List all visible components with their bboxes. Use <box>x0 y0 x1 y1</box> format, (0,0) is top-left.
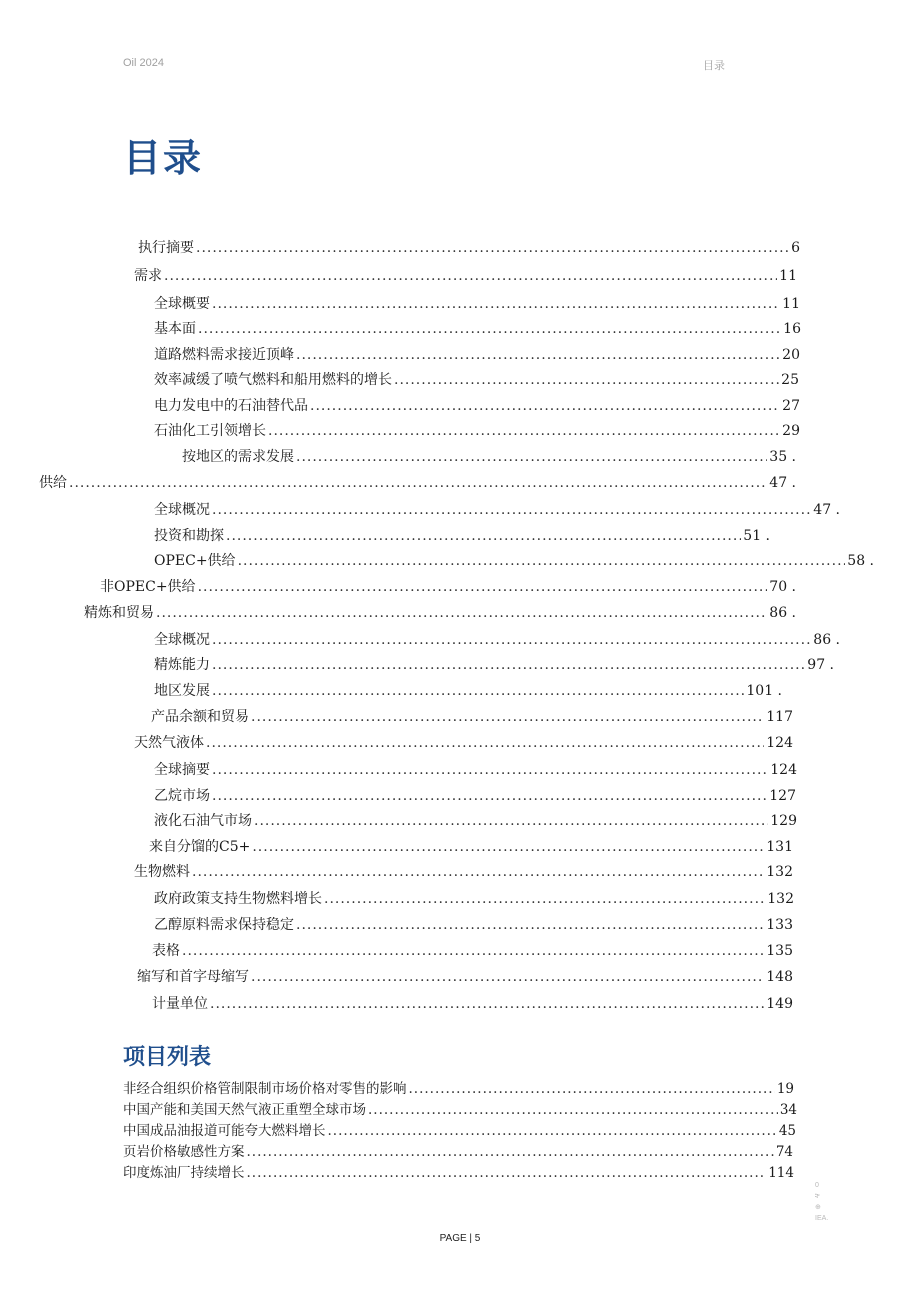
header-section-title: 目录 <box>703 60 725 72</box>
toc-entry-page: 16 <box>783 321 801 337</box>
toc-entry[interactable] <box>84 603 796 623</box>
toc-entry[interactable] <box>149 837 793 857</box>
header-report-title: Oil 2024 <box>123 57 164 69</box>
toc-entry[interactable] <box>152 994 793 1014</box>
toc-entry-label: 全球概况 <box>154 632 210 648</box>
toc-entry-label: 全球概要 <box>154 296 210 312</box>
toc-entry-label: 缩写和首字母缩写 <box>137 969 249 985</box>
toc-entry-page: 35 . <box>769 449 796 465</box>
toc-dot-leader <box>196 238 789 258</box>
toc-entry-page: 27 <box>782 398 800 414</box>
toc-entry[interactable] <box>151 707 793 727</box>
toc-entry[interactable] <box>154 811 797 831</box>
toc-entry[interactable] <box>152 941 793 961</box>
toc-entry[interactable] <box>154 655 834 675</box>
toc-entry[interactable] <box>154 345 800 365</box>
toc-entry-page: 11 <box>782 296 800 312</box>
toc-entry-page: 127 <box>769 788 796 804</box>
toc-dot-leader <box>324 889 765 909</box>
toc-entry[interactable] <box>154 681 782 701</box>
toc-dot-leader <box>198 577 768 597</box>
toc-dot-leader <box>212 655 805 675</box>
toc-entry-label: 供给 <box>39 475 67 491</box>
toc-entry-page: 25 <box>781 372 799 388</box>
toc-entry-page: 148 <box>766 969 793 985</box>
box-list-entry-page: 74 <box>775 1144 793 1160</box>
toc-dot-leader <box>210 994 764 1014</box>
toc-entry[interactable] <box>154 786 796 806</box>
toc-entry-label: 道路燃料需求接近顶峰 <box>154 347 294 363</box>
toc-dot-leader <box>212 500 811 520</box>
toc-entry-label: 按地区的需求发展 <box>182 449 294 465</box>
toc-dot-leader <box>206 733 764 753</box>
toc-dot-leader <box>268 421 780 441</box>
toc-entry-page: 135 <box>766 943 793 959</box>
toc-entry[interactable] <box>138 238 800 258</box>
toc-entry-label: 乙醇原料需求保持稳定 <box>154 917 294 933</box>
toc-dot-leader <box>296 447 767 467</box>
toc-entry-page: 47 . <box>813 502 840 518</box>
toc-entry-page: 58 . <box>847 553 874 569</box>
box-list-entry-label: 中国成品油报道可能夸大燃料增长 <box>123 1123 326 1139</box>
watermark-glyph: IEA. <box>815 1215 829 1222</box>
toc-dot-leader <box>69 473 767 493</box>
toc-dot-leader <box>182 941 764 961</box>
toc-dot-leader <box>226 526 741 546</box>
box-list-entry-page: 45 <box>778 1123 796 1139</box>
toc-entry-label: 执行摘要 <box>138 240 194 256</box>
toc-entry[interactable] <box>134 733 793 753</box>
toc-dot-leader <box>254 811 768 831</box>
toc-entry[interactable] <box>154 370 799 390</box>
toc-entry-label: 精炼和贸易 <box>84 605 154 621</box>
box-list-dot-leader <box>409 1079 775 1099</box>
toc-entry-label: 全球摘要 <box>154 762 210 778</box>
toc-entry-label: 表格 <box>152 943 180 959</box>
toc-entry-page: 124 <box>766 735 793 751</box>
toc-entry-label: 精炼能力 <box>154 657 210 673</box>
toc-entry-page: 20 <box>782 347 800 363</box>
toc-dot-leader <box>212 786 767 806</box>
toc-entry[interactable] <box>100 577 796 597</box>
toc-entry-page: 6 <box>791 240 800 256</box>
box-list-entry[interactable] <box>123 1142 793 1162</box>
toc-entry[interactable] <box>154 294 800 314</box>
toc-entry-label: 电力发电中的石油替代品 <box>154 398 308 414</box>
toc-entry-page: 97 . <box>807 657 834 673</box>
box-list-entry[interactable] <box>123 1121 796 1141</box>
box-list-dot-leader <box>247 1142 774 1162</box>
watermark-glyph: 0 <box>815 1182 819 1189</box>
toc-dot-leader <box>296 915 764 935</box>
toc-dot-leader <box>212 681 744 701</box>
toc-entry[interactable] <box>134 266 797 286</box>
toc-entry[interactable] <box>154 421 800 441</box>
toc-entry-page: 51 . <box>743 528 770 544</box>
toc-entry-label: 基本面 <box>154 321 196 337</box>
toc-entry[interactable] <box>137 967 793 987</box>
toc-entry-page: 124 <box>770 762 797 778</box>
toc-dot-leader <box>296 345 780 365</box>
toc-entry-label: 地区发展 <box>154 683 210 699</box>
toc-entry-label: 效率减缓了喷气燃料和船用燃料的增长 <box>154 372 392 388</box>
toc-entry-label: 石油化工引领增长 <box>154 423 266 439</box>
toc-entry-page: 70 . <box>769 579 796 595</box>
box-list-entry-label: 非经合组织价格管制限制市场价格对零售的影响 <box>123 1081 407 1097</box>
toc-entry[interactable] <box>154 500 840 520</box>
toc-entry[interactable] <box>154 915 793 935</box>
toc-entry-page: 117 <box>766 709 793 725</box>
toc-dot-leader <box>156 603 767 623</box>
box-list-entry-page: 19 <box>776 1081 794 1097</box>
toc-entry[interactable] <box>134 862 793 882</box>
toc-entry-label: 计量单位 <box>152 996 208 1012</box>
toc-entry-label: 液化石油气市场 <box>154 813 252 829</box>
toc-entry-page: 29 <box>782 423 800 439</box>
toc-entry-label: 全球概况 <box>154 502 210 518</box>
toc-dot-leader <box>212 760 768 780</box>
toc-entry-page: 133 <box>766 917 793 933</box>
toc-entry-page: 149 <box>766 996 793 1012</box>
box-list-dot-leader <box>368 1100 778 1120</box>
page-title: 目录 <box>123 136 204 180</box>
toc-dot-leader <box>198 319 781 339</box>
toc-entry[interactable] <box>154 551 874 571</box>
toc-entry[interactable] <box>154 760 797 780</box>
toc-entry-page: 11 <box>779 268 797 284</box>
box-list-title: 项目列表 <box>123 1045 212 1070</box>
toc-entry-page: 132 <box>767 891 794 907</box>
toc-entry[interactable] <box>154 319 801 339</box>
toc-entry[interactable] <box>154 630 840 650</box>
toc-entry-label: 产品余额和贸易 <box>151 709 249 725</box>
box-list-entry[interactable] <box>123 1100 797 1120</box>
box-list-entry-page: 114 <box>768 1165 794 1181</box>
toc-entry-label: 投资和勘探 <box>154 528 224 544</box>
toc-entry-label: 非OPEC+供给 <box>100 579 196 595</box>
box-list-entry-label: 印度炼油厂持续增长 <box>123 1165 245 1181</box>
toc-entry-label: 天然气液体 <box>134 735 204 751</box>
watermark-glyph: ቸ <box>815 1193 820 1200</box>
toc-dot-leader <box>192 862 764 882</box>
toc-dot-leader <box>212 294 780 314</box>
toc-entry-page: 86 . <box>813 632 840 648</box>
box-list-entry-label: 页岩价格敏感性方案 <box>123 1144 245 1160</box>
box-list-entry[interactable] <box>123 1163 794 1183</box>
toc-dot-leader <box>212 630 811 650</box>
toc-entry-label: 乙烷市场 <box>154 788 210 804</box>
toc-entry-label: 需求 <box>134 268 162 284</box>
toc-entry-page: 47 . <box>769 475 796 491</box>
toc-entry-page: 131 <box>766 839 793 855</box>
toc-dot-leader <box>251 707 764 727</box>
box-list-entry-label: 中国产能和美国天然气液正重塑全球市场 <box>123 1102 366 1118</box>
toc-entry[interactable] <box>154 396 800 416</box>
iea-watermark <box>815 1180 837 1232</box>
toc-entry-label: 来自分馏的C5+ <box>149 839 251 855</box>
toc-entry-page: 86 . <box>769 605 796 621</box>
box-list-dot-leader <box>247 1163 767 1183</box>
box-list-dot-leader <box>328 1121 777 1141</box>
toc-entry[interactable] <box>39 473 796 493</box>
watermark-glyph: ⊕ <box>815 1204 821 1211</box>
box-list-entry[interactable] <box>123 1079 794 1099</box>
toc-entry[interactable] <box>154 889 794 909</box>
toc-entry[interactable] <box>154 526 770 546</box>
toc-entry-page: 129 <box>770 813 797 829</box>
toc-entry-label: 生物燃料 <box>134 864 190 880</box>
page-number-footer: PAGE | 5 <box>439 1233 481 1244</box>
toc-entry-page: 132 <box>766 864 793 880</box>
toc-dot-leader <box>164 266 777 286</box>
toc-dot-leader <box>238 551 846 571</box>
toc-dot-leader <box>252 837 764 857</box>
toc-dot-leader <box>394 370 779 390</box>
toc-dot-leader <box>310 396 780 416</box>
box-list-entry-page: 34 <box>779 1102 797 1118</box>
toc-entry-label: OPEC+供给 <box>154 553 236 569</box>
toc-entry[interactable] <box>182 447 796 467</box>
toc-entry-label: 政府政策支持生物燃料增长 <box>154 891 322 907</box>
toc-entry-page: 101 . <box>746 683 782 699</box>
toc-dot-leader <box>251 967 764 987</box>
